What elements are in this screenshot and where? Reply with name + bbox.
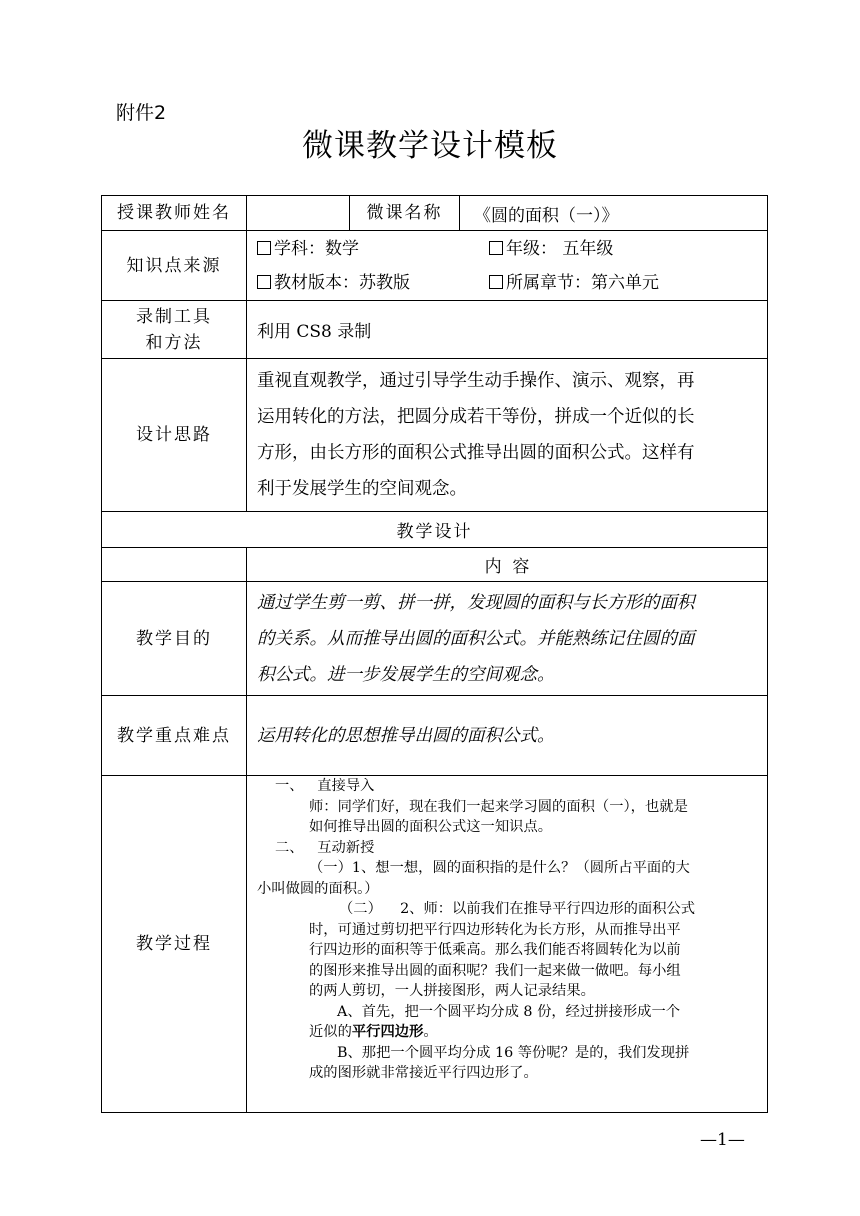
process-line: 时，可通过剪切把平行四边形转化为长方形，从而推导出平 [309, 921, 681, 938]
table-row [102, 359, 768, 512]
process-line: 的图形来推导出圆的面积呢？我们一起来做一做吧。每小组 [309, 962, 681, 979]
process-line: 师：同学们好，现在我们一起来学习圆的面积（一），也就是 [309, 798, 688, 815]
idea-line: 重视直观教学，通过引导学生动手操作、演示、观察，再 [257, 371, 695, 391]
subject-text: 学科：数学 [274, 238, 359, 259]
tool-value: 利用 CS8 录制 [247, 301, 768, 359]
lesson-design-table [101, 195, 768, 1113]
checkbox-icon [489, 275, 503, 289]
table-row [102, 548, 768, 582]
design-header: 教学设计 [102, 512, 768, 548]
process-line: 如何推导出圆的面积公式这一知识点。 [309, 819, 553, 835]
tool-label [102, 301, 247, 359]
process-line: 小叫做圆的面积。） [257, 880, 379, 897]
process-line: 成的图形就非常接近平行四边形了。 [309, 1065, 538, 1081]
page-number: —1— [700, 1130, 745, 1150]
source-value [247, 231, 768, 301]
process-text: 近似的 [309, 1024, 352, 1040]
process-text: 。 [423, 1024, 438, 1040]
goal-line: 通过学生剪一剪、拼一拼，发现圆的面积与长方形的面积 [257, 592, 695, 613]
page-title: 微课教学设计模板 [302, 128, 558, 164]
empty-cell [102, 548, 247, 582]
checkbox-icon [257, 275, 271, 289]
process-line: B、那把一个圆平均分成 16 等份呢？是的，我们发现拼 [337, 1044, 690, 1061]
teacher-name-value [247, 196, 350, 231]
checkbox-icon [257, 241, 271, 255]
process-line: 一、 直接导入 [275, 778, 375, 794]
table-row [102, 231, 768, 301]
process-value [247, 776, 768, 1113]
process-line: 的两人剪切，一人拼接图形，两人记录结果。 [309, 983, 595, 999]
goal-line: 积公式。进一步发展学生的空间观念。 [257, 664, 555, 685]
table-row [102, 776, 768, 1113]
source-label: 知识点来源 [102, 231, 247, 301]
table-row [102, 696, 768, 776]
course-name-value: 《圆的面积（一）》 [460, 196, 768, 231]
checkbox-icon [489, 241, 503, 255]
goal-value [247, 582, 768, 696]
table-row [102, 196, 768, 231]
process-line: （二） 2、师：以前我们在推导平行四边形的面积公式 [339, 901, 696, 917]
process-line: A、首先，把一个圆平均分成 8 份，经过拼接形成一个 [337, 1003, 681, 1020]
tool-label-line2: 和方法 [145, 332, 203, 353]
idea-line: 方形，由长方形的面积公式推导出圆的面积公式。这样有 [257, 443, 695, 463]
content-header: 内 容 [247, 548, 768, 582]
process-line: 行四边形的面积等于低乘高。那么我们能否将圆转化为以前 [309, 942, 681, 958]
edition-text: 教材版本：苏教版 [274, 272, 410, 293]
idea-line: 利于发展学生的空间观念。 [257, 479, 467, 499]
process-line [257, 1022, 759, 1043]
idea-value [247, 359, 768, 512]
process-line: （一）1、想一想，圆的面积指的是什么？（圆所占平面的大 [309, 860, 690, 876]
course-name-label: 微课名称 [350, 196, 460, 231]
attachment-label: 附件2 [116, 102, 167, 124]
table-row [102, 301, 768, 359]
goal-line: 的关系。从而推导出圆的面积公式。并能熟练记住圆的面 [257, 628, 695, 649]
idea-label: 设计思路 [102, 359, 247, 512]
chapter-text: 所属章节：第六单元 [506, 272, 659, 293]
tool-label-line1: 录制工具 [136, 306, 212, 327]
process-label: 教学过程 [102, 776, 247, 1113]
process-line: 二、 互动新授 [275, 839, 375, 856]
process-bold-text: 平行四边形 [351, 1024, 424, 1040]
teacher-name-label: 授课教师姓名 [102, 196, 247, 231]
idea-line: 运用转化的方法，把圆分成若干等份，拼成一个近似的长 [257, 407, 695, 427]
table-row [102, 512, 768, 548]
grade-text: 年级： 五年级 [506, 238, 614, 259]
key-value: 运用转化的思想推导出圆的面积公式。 [247, 696, 768, 776]
key-label: 教学重点难点 [102, 696, 247, 776]
goal-label: 教学目的 [102, 582, 247, 696]
table-row [102, 582, 768, 696]
